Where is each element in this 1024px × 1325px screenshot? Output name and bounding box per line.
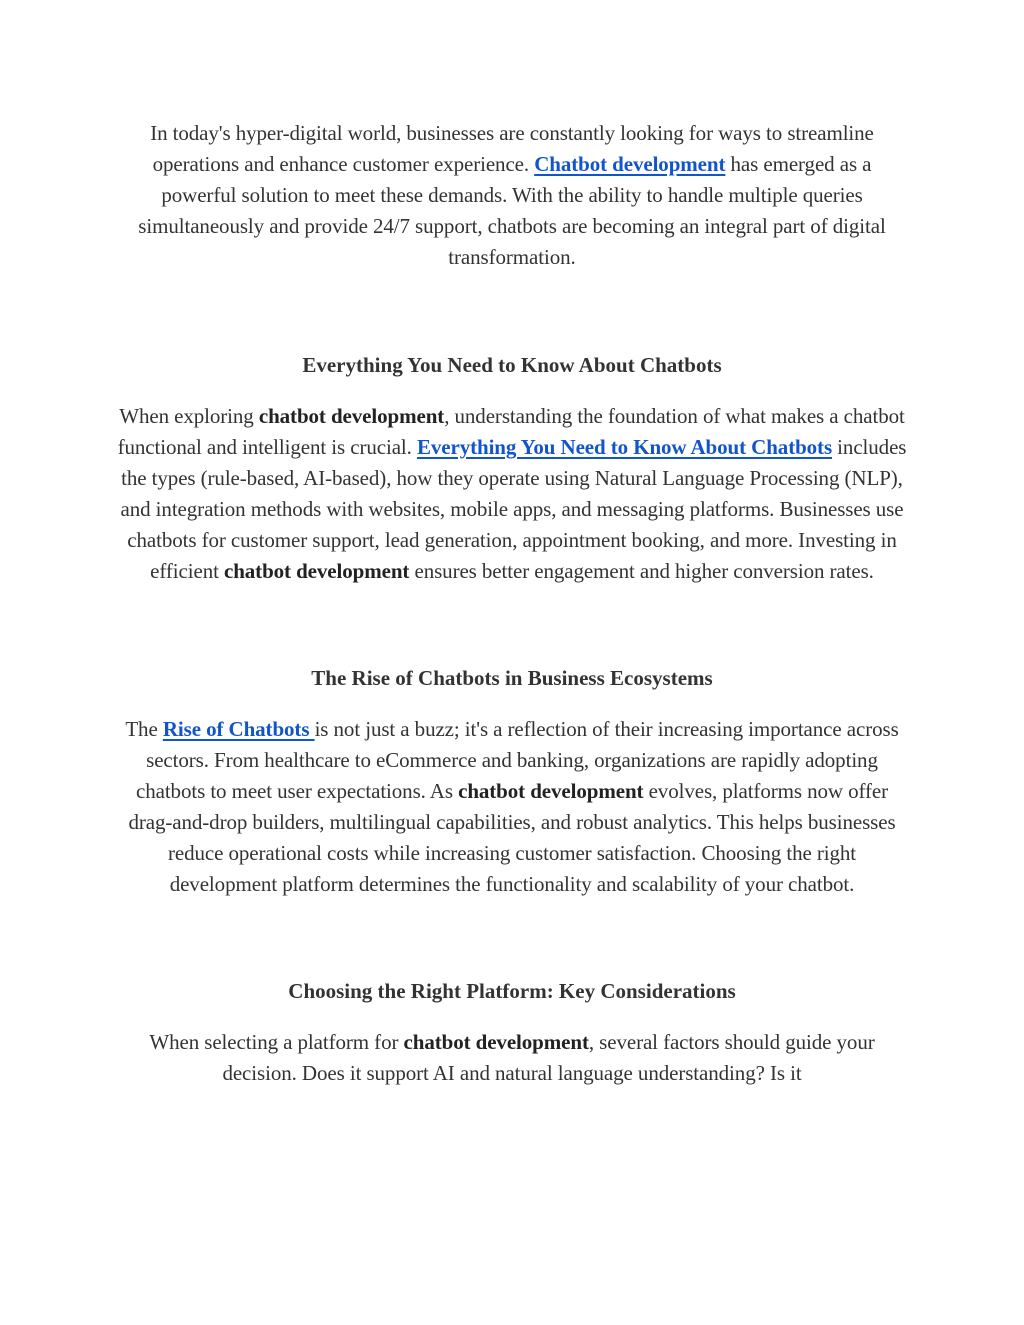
section-1-bold-1: chatbot development <box>258 404 445 428</box>
section-3-paragraph <box>117 1027 907 1089</box>
rise-of-chatbots-link[interactable]: Rise of Chatbots <box>162 717 315 741</box>
section-2-text-1: The <box>125 717 163 741</box>
intro-text-1: In today's hyper-digital world, businesses are constantly looking for ways to streamline operations and enhance customer experience. <box>150 121 874 176</box>
intro-text-2: has emerged as a powerful solution to meet these demands. With the ability to handle multiple queries simultaneously and provide 24/7 support, chatbots are becoming an integral part of digital transformation. <box>138 152 886 269</box>
intro-paragraph <box>117 118 907 273</box>
section-1-text-1: When exploring <box>119 404 259 428</box>
section-heading-everything-you-need: Everything You Need to Know About Chatbots <box>302 353 722 377</box>
section-heading-choosing-platform: Choosing the Right Platform: Key Considerations <box>288 979 736 1003</box>
section-3-bold-1: chatbot development <box>403 1030 589 1054</box>
section-heading-rise-of-chatbots: The Rise of Chatbots in Business Ecosystems <box>311 666 713 690</box>
section-2-paragraph <box>117 714 907 900</box>
section-1-text-4: ensures better engagement and higher conversion rates. <box>409 559 874 583</box>
section-3-text-1: When selecting a platform for <box>149 1030 404 1054</box>
section-1-paragraph <box>117 401 907 587</box>
document-page <box>0 118 1024 1089</box>
chatbot-development-link[interactable]: Chatbot development <box>534 152 726 176</box>
section-2-bold-1: chatbot development <box>458 779 644 803</box>
section-2-text-3: evolves, platforms now offer drag-and-drop builders, multilingual capabilities, and robust analytics. This helps businesses reduce operational costs while increasing customer satisfaction. Choosing the right development platform determines the functionality and scalability of your chatbot. <box>128 779 896 896</box>
everything-about-chatbots-link[interactable]: Everything You Need to Know About Chatbots <box>416 435 833 459</box>
section-2-text-2: is not just a buzz; it's a reflection of their increasing importance across sectors. From healthcare to eCommerce and banking, organizations are rapidly adopting chatbots to meet user expectations. As <box>135 717 899 803</box>
section-1-text-3: includes the types (rule-based, AI-based), how they operate using Natural Language Processing (NLP), and integration methods with websites, mobile apps, and messaging platforms. Businesses use chatbots for customer support, lead generation, appointment booking, and more. Investing in efficient <box>120 435 907 583</box>
section-3-text-2: , several factors should guide your decision. Does it support AI and natural language understanding? Is it <box>222 1030 875 1085</box>
section-1-text-2: , understanding the foundation of what makes a chatbot functional and intelligent is crucial. <box>117 404 905 459</box>
section-1-bold-2: chatbot development <box>223 559 410 583</box>
